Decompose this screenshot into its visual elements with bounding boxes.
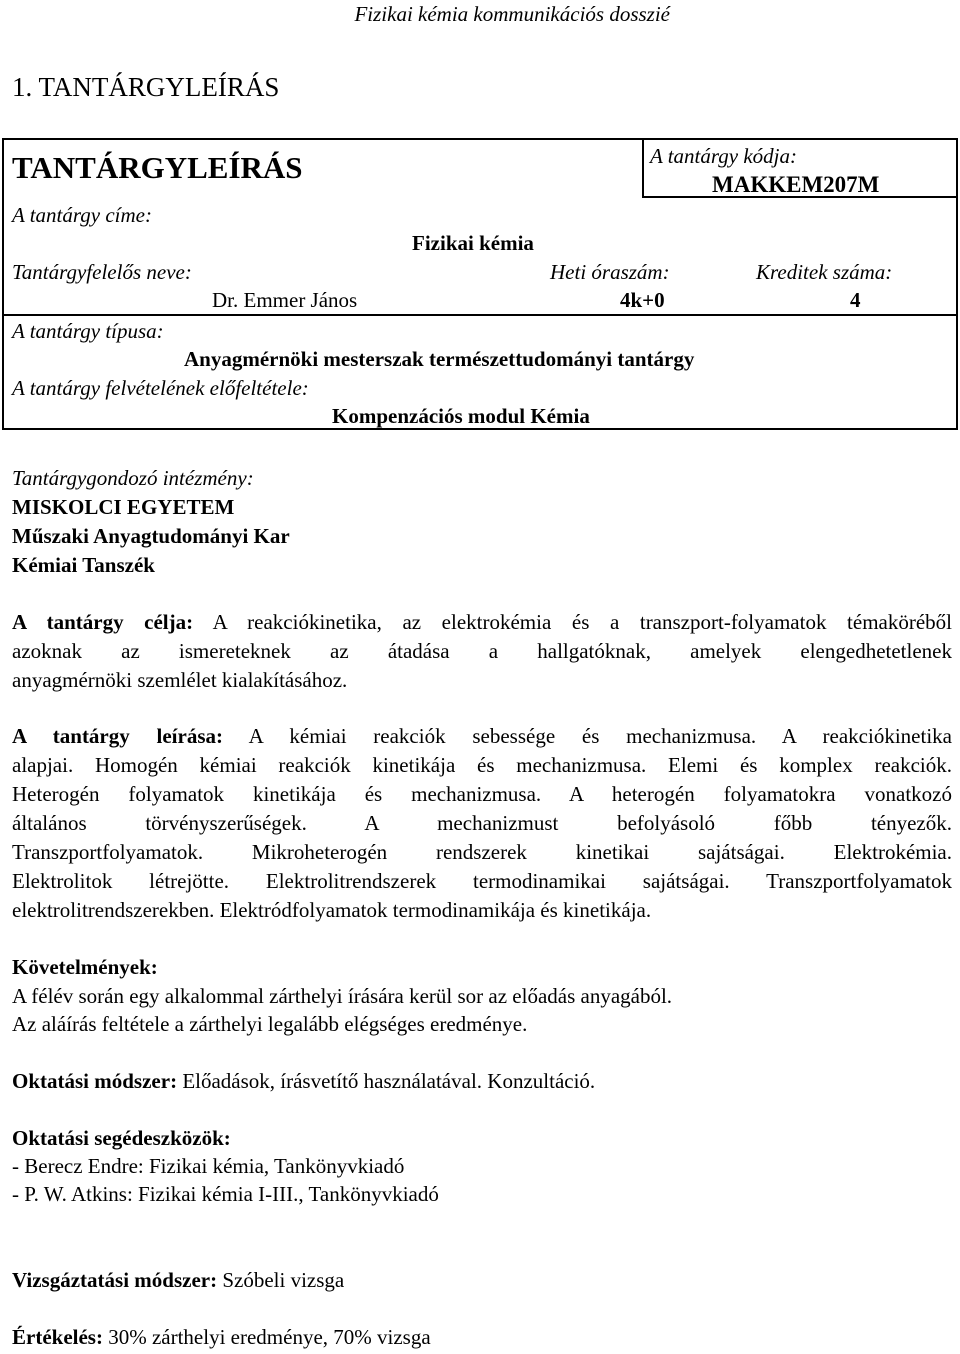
goal-line: anyagmérnöki szemlélet kialakításához. — [12, 668, 348, 692]
responsible-value: Dr. Emmer János — [212, 288, 358, 312]
tools-item: - Berecz Endre: Fizikai kémia, Tankönyvkiadó — [12, 1154, 405, 1178]
credits-value: 4 — [850, 288, 861, 312]
description-line: Transzportfolyamatok. Mikroheterogén rendszerek kinetikai sajátságai. Elektrokémia. — [12, 840, 952, 864]
method-row — [12, 1069, 595, 1094]
institution-line: Műszaki Anyagtudományi Kar — [12, 524, 290, 548]
method-label: Oktatási módszer: — [12, 1069, 178, 1093]
institution-label: Tantárgygondozó intézmény: — [12, 466, 254, 490]
description-line: Heterogén folyamatok kinetikája és mechanizmusa. A heterogén folyamatokra vonatkozó — [12, 782, 952, 806]
table-main-title: TANTÁRGYLEÍRÁS — [12, 150, 303, 185]
description-section — [12, 722, 952, 925]
description-line: Elektrolitok létrejötte. Elektrolitrendszerek termodinamikai sajátságai. Transzportfolyamatok — [12, 869, 952, 893]
institution-line: Kémiai Tanszék — [12, 553, 155, 577]
table-divider — [4, 314, 956, 316]
grading-row — [12, 1325, 431, 1350]
tools-label: Oktatási segédeszközök: — [12, 1126, 231, 1150]
hours-label: Heti óraszám: — [550, 260, 670, 284]
requirements-line: A félév során egy alkalommal zárthelyi írására kerül sor az előadás anyagából. — [12, 984, 673, 1008]
section-heading: 1. TANTÁRGYLEÍRÁS — [12, 72, 280, 102]
prereq-value: Kompenzációs modul Kémia — [332, 404, 590, 428]
exam-row — [12, 1268, 344, 1293]
credits-label: Kreditek száma: — [756, 260, 893, 284]
type-value: Anyagmérnöki mesterszak természettudományi tantárgy — [184, 347, 695, 371]
institution-line: MISKOLCI EGYETEM — [12, 495, 235, 519]
goal-line: A reakciókinetika, az elektrokémia és a transzport-folyamatok témaköréből — [212, 610, 953, 634]
course-title-value: Fizikai kémia — [412, 231, 534, 255]
requirements-label: Követelmények: — [12, 955, 158, 979]
hours-value: 4k+0 — [620, 288, 665, 312]
requirements-line: Az aláírás feltétele a zárthelyi legalább elégséges eredménye. — [12, 1012, 528, 1036]
exam-value: Szóbeli vizsga — [222, 1268, 345, 1292]
course-code-label: A tantárgy kódja: — [650, 144, 797, 168]
table-divider — [642, 140, 644, 198]
description-line: A kémiai reakciók sebessége és mechanizmusa. A reakciókinetika — [248, 724, 952, 748]
course-title-label: A tantárgy címe: — [12, 203, 152, 227]
goal-section — [12, 608, 952, 695]
prereq-label: A tantárgy felvételének előfeltétele: — [12, 376, 309, 400]
type-label: A tantárgy típusa: — [12, 319, 164, 343]
method-value: Előadások, írásvetítő használatával. Konzultáció. — [182, 1069, 596, 1093]
description-line: általános törvényszerűségek. A mechanizmust befolyásoló főbb tényezők. — [12, 811, 952, 835]
course-info-table — [2, 138, 958, 430]
responsible-label: Tantárgyfelelős neve: — [12, 260, 192, 284]
description-line: alapjai. Homogén kémiai reakciók kinetikája és mechanizmusa. Elemi és komplex reakciók. — [12, 753, 952, 777]
tools-item: - P. W. Atkins: Fizikai kémia I-III., Tankönyvkiadó — [12, 1182, 439, 1206]
document-header: Fizikai kémia kommunikációs dosszié — [354, 2, 670, 26]
grading-label: Értékelés: — [12, 1325, 103, 1349]
exam-label: Vizsgáztatási módszer: — [12, 1268, 218, 1292]
description-label: A tantárgy leírása: — [12, 724, 223, 748]
description-line: elektrolitrendszerekben. Elektródfolyamatok termodinamikája és kinetikája. — [12, 898, 652, 922]
grading-value: 30% zárthelyi eredménye, 70% vizsga — [108, 1325, 431, 1349]
goal-label: A tantárgy célja: — [12, 610, 194, 634]
course-code-value: MAKKEM207M — [712, 172, 880, 197]
goal-line: azoknak az ismereteknek az átadása a hallgatóknak, amelyek elengedhetetlenek — [12, 639, 952, 663]
